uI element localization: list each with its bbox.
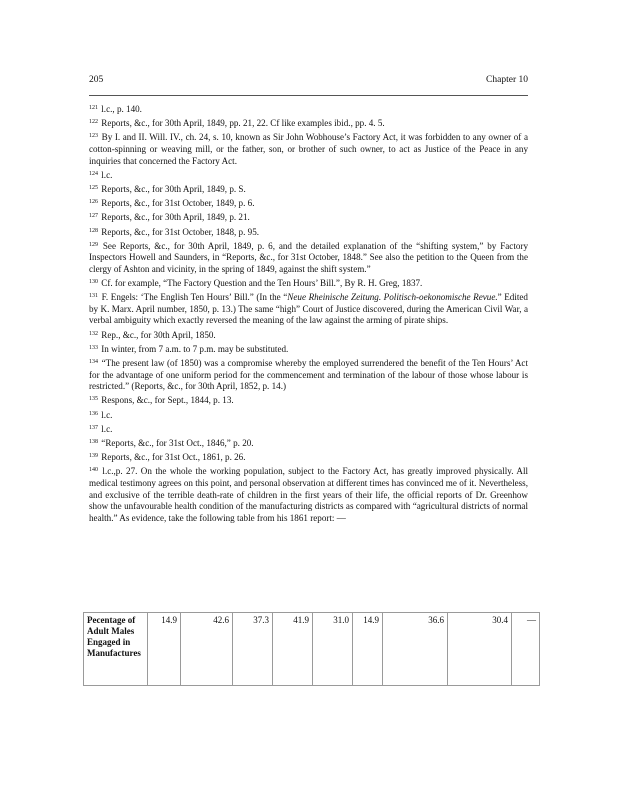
footnote-number: 139 xyxy=(89,453,98,460)
footnote-text: Reports, &c., for 31st Oct., 1861, p. 26. xyxy=(101,452,246,463)
footnote xyxy=(89,395,528,407)
footnote-number: 128 xyxy=(89,227,98,234)
table-cell: 14.9 xyxy=(353,613,383,686)
table-cell: 31.0 xyxy=(313,613,353,686)
footnote-number: 133 xyxy=(89,344,98,351)
table-row xyxy=(84,613,540,686)
footnote-text: “The present law (of 1850) was a compromise whereby the employed surrendered the benefit of the Ten Hours’ Act for the advantage of one uniform period for the commencement and termination of the labour of those whose labour is restricted.” (Reports, &c., for 30th April, 1852, p. 14.) xyxy=(89,358,528,392)
footnote xyxy=(89,278,528,290)
table-cell: 14.9 xyxy=(148,613,181,686)
footnote-number: 134 xyxy=(89,359,98,365)
footnote xyxy=(89,424,528,436)
footnote-text: See Reports, &c., for 30th April, 1849, p. 6, and the detailed explanation of the “shifting system,” by Factory Inspectors Howell and Saunders, in “Reports, &c., for 31st October, 1848.” See also the petition to the Queen from the clergy of Ashton and vicinity, in the spring of 1849, against the shift system.” xyxy=(89,240,528,274)
footnote-number: 138 xyxy=(89,438,98,445)
footnote-text-post: ” Edited by K. Marx. April number, 1850, p. 13.) The same “high” Court of Justice discovered, during the American Civil War, a verbal ambiguity which exactly reversed the meaning of the law against the arming of pirate ships. xyxy=(89,292,528,326)
footnote-text: Reports, &c., for 31st October, 1848, p. 95. xyxy=(101,226,260,237)
footnote-text: Reports, &c., for 31st October, 1849, p. 6. xyxy=(101,198,255,209)
footnote-number: 137 xyxy=(89,424,98,431)
footnote-number: 126 xyxy=(89,199,98,206)
footnote xyxy=(89,132,528,167)
footnote xyxy=(89,104,528,116)
footnote-text-pre: F. Engels: ‘The English Ten Hours’ Bill.” (In the “ xyxy=(101,292,288,303)
footnote xyxy=(89,118,528,130)
footnote xyxy=(89,410,528,422)
footnote-text: Respons, &c., for Sept., 1844, p. 13. xyxy=(101,395,234,406)
footnote-number: 136 xyxy=(89,410,98,417)
footnote-text: In winter, from 7 a.m. to 7 p.m. may be substituted. xyxy=(101,343,289,354)
table-cell: — xyxy=(512,613,540,686)
table-cell: 41.9 xyxy=(273,613,313,686)
footnote xyxy=(89,330,528,342)
footnote-number: 125 xyxy=(89,184,98,191)
footnote-text: l.c.,p. 27. On the whole the working population, subject to the Factory Act, has greatly improved physically. All medical testimony agrees on this point, and personal observation at different times has convinced me of it. Nevertheless, and exclusive of the terrible death-rate of children in the first years of their life, the official reports of Dr. Greenhow show the unfavourable health condition of the manufacturing districts as compared with “agricultural districts of normal health.” As evidence, take the following table from his 1861 report: — xyxy=(89,466,529,523)
footnote-text: Rep., &c., for 30th April, 1850. xyxy=(101,329,216,340)
footnote xyxy=(89,344,528,356)
footnote-number: 140 xyxy=(89,467,98,474)
footnote xyxy=(89,184,528,196)
page-number: 205 xyxy=(89,75,104,85)
header-rule xyxy=(89,95,528,96)
footnote-number: 121 xyxy=(89,105,98,111)
footnote xyxy=(89,227,528,239)
table-cell: 42.6 xyxy=(181,613,233,686)
footnote-journal-title: Neue Rheinische Zeitung. Politisch-oekonomische Revue. xyxy=(287,292,498,303)
footnote xyxy=(89,358,528,393)
footnote xyxy=(89,452,528,464)
footnote-number: 135 xyxy=(89,396,98,403)
footnote-number: 124 xyxy=(89,170,98,177)
chapter-title: Chapter 10 xyxy=(486,75,528,85)
footnote-text: Reports, &c., for 30th April, 1849, p. 21. xyxy=(101,212,250,223)
footnote-text: l.c. xyxy=(101,423,113,434)
footnote xyxy=(89,466,528,524)
footnote-number: 123 xyxy=(89,133,98,140)
footnote-number: 132 xyxy=(89,330,98,337)
footnote xyxy=(89,292,528,327)
health-statistics-table xyxy=(83,612,540,686)
footnote-text: l.c. xyxy=(101,409,113,420)
footnote-number: 129 xyxy=(89,241,98,248)
footnote-text: l.c., p. 140. xyxy=(101,104,142,114)
footnote-text: By I. and II. Will. IV., ch. 24, s. 10, known as Sir John Wobhouse’s Factory Act, it was forbidden to any owner of a cotton-spinning or weaving mill, or the father, son, or brother of such owner, to act as Justice of the Peace in any inquiries that concerned the Factory Act. xyxy=(89,132,528,166)
footnote-number: 131 xyxy=(89,293,98,300)
footnote-text: “Reports, &c., for 31st Oct., 1846,” p. 20. xyxy=(101,437,254,448)
footnote-text: Reports, &c., for 30th April, 1849, pp. 21, 22. Cf like examples ibid., pp. 4. 5. xyxy=(101,118,385,129)
footnote xyxy=(89,198,528,210)
table-row-label: Pecentage of Adult Males Engaged in Manufactures xyxy=(84,613,148,686)
footnote-number: 122 xyxy=(89,119,98,126)
footnote-number: 127 xyxy=(89,213,98,220)
footnote xyxy=(89,438,528,450)
table-cell: 37.3 xyxy=(233,613,273,686)
footnote-text: Reports, &c., for 30th April, 1849, p. S. xyxy=(101,183,246,194)
footnotes xyxy=(89,104,528,527)
footnote xyxy=(89,170,528,182)
table-cell: 30.4 xyxy=(448,613,512,686)
table-cell: 36.6 xyxy=(383,613,448,686)
footnote-text: Cf. for example, “The Factory Question and the Ten Hours’ Bill.”, By R. H. Greg, 1837. xyxy=(101,278,423,289)
footnote xyxy=(89,212,528,224)
footnote xyxy=(89,241,528,276)
footnote-text: l.c. xyxy=(101,169,113,180)
footnote-number: 130 xyxy=(89,279,98,286)
